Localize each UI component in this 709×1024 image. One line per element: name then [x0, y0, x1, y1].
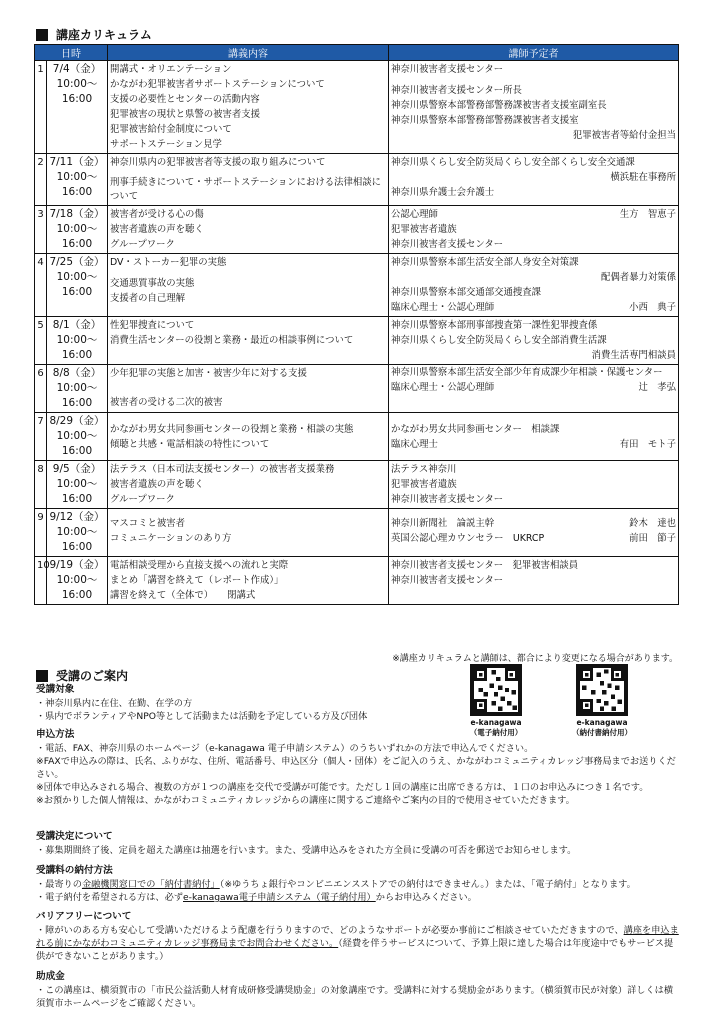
session-date: 9/12（金） 10:00～ 16:00	[47, 509, 108, 557]
instructor-cell: 神奈川新聞社 論説主幹 鈴木 達也 英国公認心理カウンセラー UKRCP 前田 節子	[389, 509, 679, 557]
session-date: 8/29（金） 10:00～ 16:00	[47, 413, 108, 461]
target-title: 受講対象	[36, 684, 75, 695]
e-kanagawa-link[interactable]: e-kanagawa電子申請システム（電子納付用）	[183, 892, 376, 903]
header-date: 日時	[35, 45, 108, 61]
header-lecture: 講義内容	[108, 45, 389, 61]
lecture-cell: マスコミと被害者 コミュニケーションのあり方	[108, 509, 389, 557]
barrier-free-block: バリアフリーについて ・障がいのある方も安心して受講いただけるよう配慮を行うりますので、どのようなサポートが必要か事前にご相談させていただきますので、講座を申込まれる前にかながわコミュニティカレッジ事務局までお問合わせください。（経費を伴うサービスについて、予算上限に達した場合は年度途中でもサービス提供ができないことがあります。）	[36, 910, 682, 963]
table-row	[35, 254, 679, 317]
table-row	[35, 413, 679, 461]
session-date: 9/19（金） 10:00～ 16:00	[47, 557, 108, 605]
session-number: 6	[35, 365, 47, 413]
header-instructor: 講師予定者	[389, 45, 679, 61]
qr-caption: e-kanagawa （納付書納付用）	[572, 718, 632, 737]
lecture-cell: 開講式・オリエンテーション かながわ犯罪被害者サポートステーションについて 支援の必要性とセンターの活動内容 犯罪被害の現状と県警の被害者支援 犯罪被害給付金制度について サポートステーション見学	[108, 61, 389, 154]
session-date: 7/18（金） 10:00～ 16:00	[47, 206, 108, 254]
subsidy-title: 助成金	[36, 971, 65, 982]
lecture-cell: 電話相談受理から直接支援への流れと実際 まとめ「講習を終えて（レポート作成）」 講習を終えて（全体で） 閉講式	[108, 557, 389, 605]
section-square-icon	[36, 29, 48, 41]
qr-code-icon	[470, 664, 522, 716]
session-date: 8/1（金） 10:00～ 16:00	[47, 317, 108, 365]
session-number: 7	[35, 413, 47, 461]
qr-code-icon	[576, 664, 628, 716]
curriculum-section-title: 講座カリキュラム	[36, 26, 152, 43]
lecture-cell: かながわ男女共同参画センターの役割と業務・相談の実態 傾聴と共感・電話相談の特性について	[108, 413, 389, 461]
table-row	[35, 461, 679, 509]
instructor-cell: 公認心理師 生方 智恵子 犯罪被害者遺族 神奈川被害者支援センター	[389, 206, 679, 254]
table-row	[35, 509, 679, 557]
table-header-row	[35, 45, 679, 61]
fee-block: 受講料の納付方法 ・最寄りの金融機関窓口での「納付書納付」（※ゆうちょ銀行やコンビニエンスストアでの納付はできません。）または、「電子納付」となります。 ・電子納付を希望される方は、必ずe-kanagawa電子申請システム（電子納付用）からお申込みください。	[36, 864, 682, 904]
session-number: 5	[35, 317, 47, 365]
decision-block: 受講決定について ・募集期間終了後、定員を超えた講座は抽選を行います。また、受講申込みをされた方全員に受講の可否を郵送でお知らせします。	[36, 830, 682, 857]
session-number: 9	[35, 509, 47, 557]
session-date: 8/8（金） 10:00～ 16:00	[47, 365, 108, 413]
session-date: 9/5（金） 10:00～ 16:00	[47, 461, 108, 509]
apply-block: 申込方法 ・電話、FAX、神奈川県のホームページ（e-kanagawa 電子申請システム）のうちいずれかの方法で申込んでください。 ※FAXで申込みの際は、氏名、ふりがな、住所、電話番号、申込区分（個人・団体）をご記入のうえ、かながわコミュニティカレッジ事務局までお送りください。 ※団体で申込みされる場合、複数の方が１つの講座を交代で受講が可能です。ただし１回の講座に出席できる方は、１口のお申込みにつき１名です。 ※お預かりした個人情報は、かながわコミュニティカレッジからの講座に関するご連絡やご案内の目的で使用させていただきます。	[36, 728, 682, 807]
session-number: 10	[35, 557, 47, 605]
instructor-cell: 神奈川県警察本部生活安全部少年育成課少年相談・保護センター 臨床心理士・公認心理師 辻 孝弘	[389, 365, 679, 413]
lecture-cell: 性犯罪捜査について 消費生活センターの役割と業務・最近の相談事例について	[108, 317, 389, 365]
lecture-cell: 神奈川県内の犯罪被害者等支援の取り組みについて 刑事手続きについて・サポートステーションにおける法律相談について	[108, 154, 389, 206]
qr-code-electronic-payment[interactable]	[466, 664, 526, 738]
table-row	[35, 557, 679, 605]
lecture-cell: DV・ストーカー犯罪の実態 交通悪質事故の実態 支援者の自己理解	[108, 254, 389, 317]
curriculum-note: ※講座カリキュラムと講師は、都合により変更になる場合があります。	[392, 654, 678, 664]
table-row	[35, 317, 679, 365]
instructor-cell: 法テラス神奈川 犯罪被害者遺族 神奈川被害者支援センター	[389, 461, 679, 509]
session-number: 1	[35, 61, 47, 154]
section-square-icon	[36, 670, 48, 682]
session-date: 7/25（金） 10:00～ 16:00	[47, 254, 108, 317]
fee-title: 受講料の納付方法	[36, 865, 113, 876]
apply-title: 申込方法	[36, 729, 75, 740]
session-number: 4	[35, 254, 47, 317]
lecture-cell: 法テラス（日本司法支援センター）の被害者支援業務 被害者遺族の声を聴く グループワーク	[108, 461, 389, 509]
session-number: 2	[35, 154, 47, 206]
session-date: 7/11（金） 10:00～ 16:00	[47, 154, 108, 206]
subsidy-block: 助成金 ・この講座は、横須賀市の「市民公益活動人材育成研修受講奨励金」の対象講座です。受講料に対する奨励金があります。（横須賀市民が対象）詳しくは横須賀市ホームページをご確認ください。	[36, 970, 682, 1010]
instructor-cell: 神奈川被害者支援センター 神奈川被害者支援センター所長 神奈川県警察本部警務部警務課被害者支援室副室長 神奈川県警察本部警務部警務課被害者支援室 犯罪被害者等給付金担当	[389, 61, 679, 154]
qr-code-invoice-payment[interactable]	[572, 664, 632, 738]
qr-caption: e-kanagawa （電子納付用）	[469, 718, 523, 737]
decision-title: 受講決定について	[36, 831, 113, 842]
table-row	[35, 154, 679, 206]
lecture-cell: 少年犯罪の実態と加害・被害少年に対する支援 被害者の受ける二次的被害	[108, 365, 389, 413]
session-number: 3	[35, 206, 47, 254]
info-section-title: 受講のご案内	[36, 667, 128, 684]
target-block: 受講対象 ・神奈川県内に在住、在勤、在学の方 ・県内でボランティアやNPO等として活動または活動を予定している方及び団体	[36, 683, 456, 723]
session-date: 7/4（金） 10:00～ 16:00	[47, 61, 108, 154]
instructor-cell: かながわ男女共同参画センター 相談課 臨床心理士 有田 モト子	[389, 413, 679, 461]
barrier-title: バリアフリーについて	[36, 911, 132, 922]
curriculum-table	[34, 44, 679, 605]
session-number: 8	[35, 461, 47, 509]
table-row	[35, 61, 679, 154]
instructor-cell: 神奈川被害者支援センター 犯罪被害相談員 神奈川被害者支援センター	[389, 557, 679, 605]
instructor-cell: 神奈川県警察本部刑事部捜査第一課性犯罪捜査係 神奈川県くらし安全防災局くらし安全部消費生活課 消費生活専門相談員	[389, 317, 679, 365]
instructor-cell: 神奈川県くらし安全防災局くらし安全部くらし安全交通課 横浜駐在事務所 神奈川県弁護士会弁護士	[389, 154, 679, 206]
lecture-cell: 被害者が受ける心の傷 被害者遺族の声を聴く グループワーク	[108, 206, 389, 254]
table-row	[35, 365, 679, 413]
table-row	[35, 206, 679, 254]
instructor-cell: 神奈川県警察本部生活安全部人身安全対策課 配偶者暴力対策係 神奈川県警察本部交通部交通捜査課 臨床心理士・公認心理師 小西 典子	[389, 254, 679, 317]
